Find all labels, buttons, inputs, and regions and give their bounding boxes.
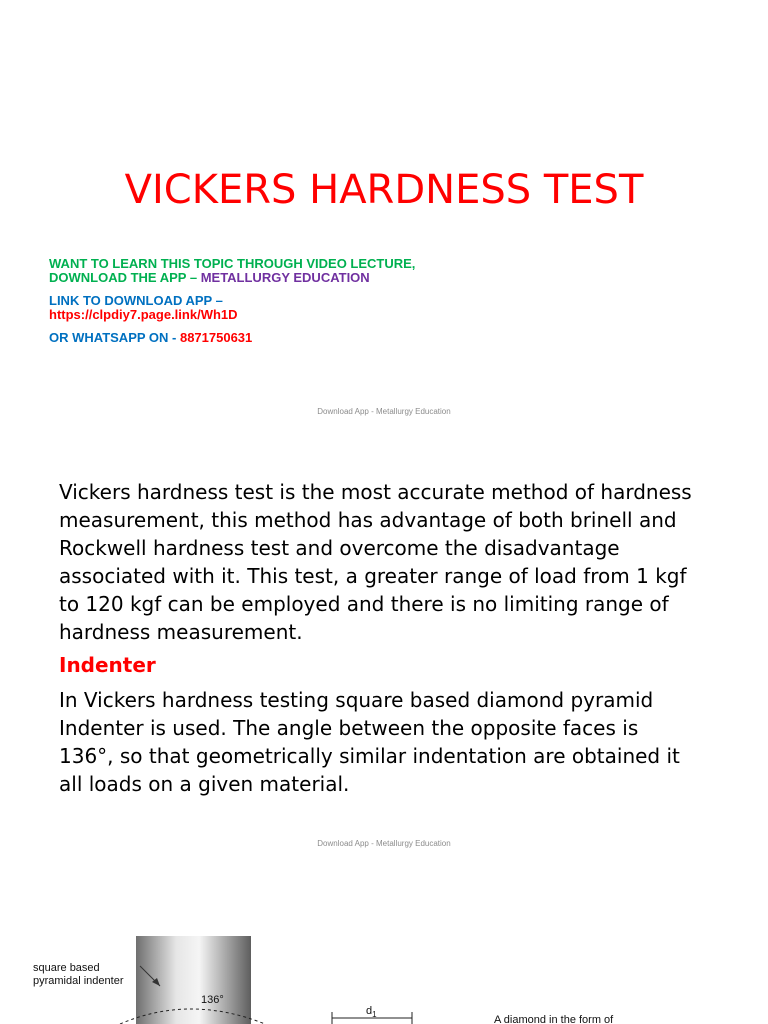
paragraph-line: measurement, this method has advantage of both brinell and	[59, 508, 677, 532]
whatsapp-number: 8871750631	[179, 330, 253, 345]
d-symbol: d	[366, 1005, 373, 1017]
angle-label: 136°	[201, 994, 224, 1006]
paragraph-line: associated with it. This test, a greater range of load from 1 kgf	[59, 564, 687, 588]
indenter-label-line1: square based	[33, 962, 100, 974]
link-label: LINK TO DOWNLOAD APP –	[49, 293, 223, 308]
vickers-indenter-diagram	[0, 864, 768, 1024]
diamond-caption: A diamond in the form of	[494, 1014, 614, 1024]
paragraph-line: hardness measurement.	[59, 620, 303, 644]
indenter-label-line2: pyramidal indenter	[33, 975, 124, 987]
promo-download-text: DOWNLOAD THE APP –	[49, 270, 201, 285]
paragraph-line: Indenter is used. The angle between the opposite faces is	[59, 716, 639, 740]
slide-footer: Download App - Metallurgy Education	[317, 839, 451, 848]
whatsapp-line	[49, 330, 252, 346]
paragraph-line: all loads on a given material.	[59, 772, 350, 796]
d-subscript: 1	[372, 1010, 377, 1020]
paragraph-line: 136°, so that geometrically similar indentation are obtained it	[59, 744, 680, 768]
indenter-paragraph	[59, 686, 739, 798]
slide-footer: Download App - Metallurgy Education	[317, 407, 451, 416]
indenter-heading: Indenter	[59, 653, 156, 677]
promo-line-2	[49, 270, 370, 286]
slide-title: VICKERS HARDNESS TEST	[124, 167, 644, 213]
paragraph-line: to 120 kgf can be employed and there is no limiting range of	[59, 592, 669, 616]
promo-line-1: WANT TO LEARN THIS TOPIC THROUGH VIDEO LECTURE,	[49, 256, 416, 271]
content-slide	[0, 432, 768, 864]
d1-label	[366, 1005, 377, 1021]
title-slide	[0, 0, 768, 432]
paragraph-line: In Vickers hardness testing square based diamond pyramid	[59, 688, 654, 712]
download-link[interactable]: https://clpdiy7.page.link/Wh1D	[49, 307, 238, 322]
indenter-cylinder	[136, 936, 251, 1024]
intro-paragraph	[59, 478, 739, 646]
paragraph-line: Rockwell hardness test and overcome the disadvantage	[59, 536, 620, 560]
diagram-slide	[0, 864, 768, 1024]
paragraph-line: Vickers hardness test is the most accurate method of hardness	[59, 480, 692, 504]
whatsapp-label: OR WHATSAPP ON -	[49, 330, 180, 345]
app-name: METALLURGY EDUCATION	[200, 270, 370, 285]
